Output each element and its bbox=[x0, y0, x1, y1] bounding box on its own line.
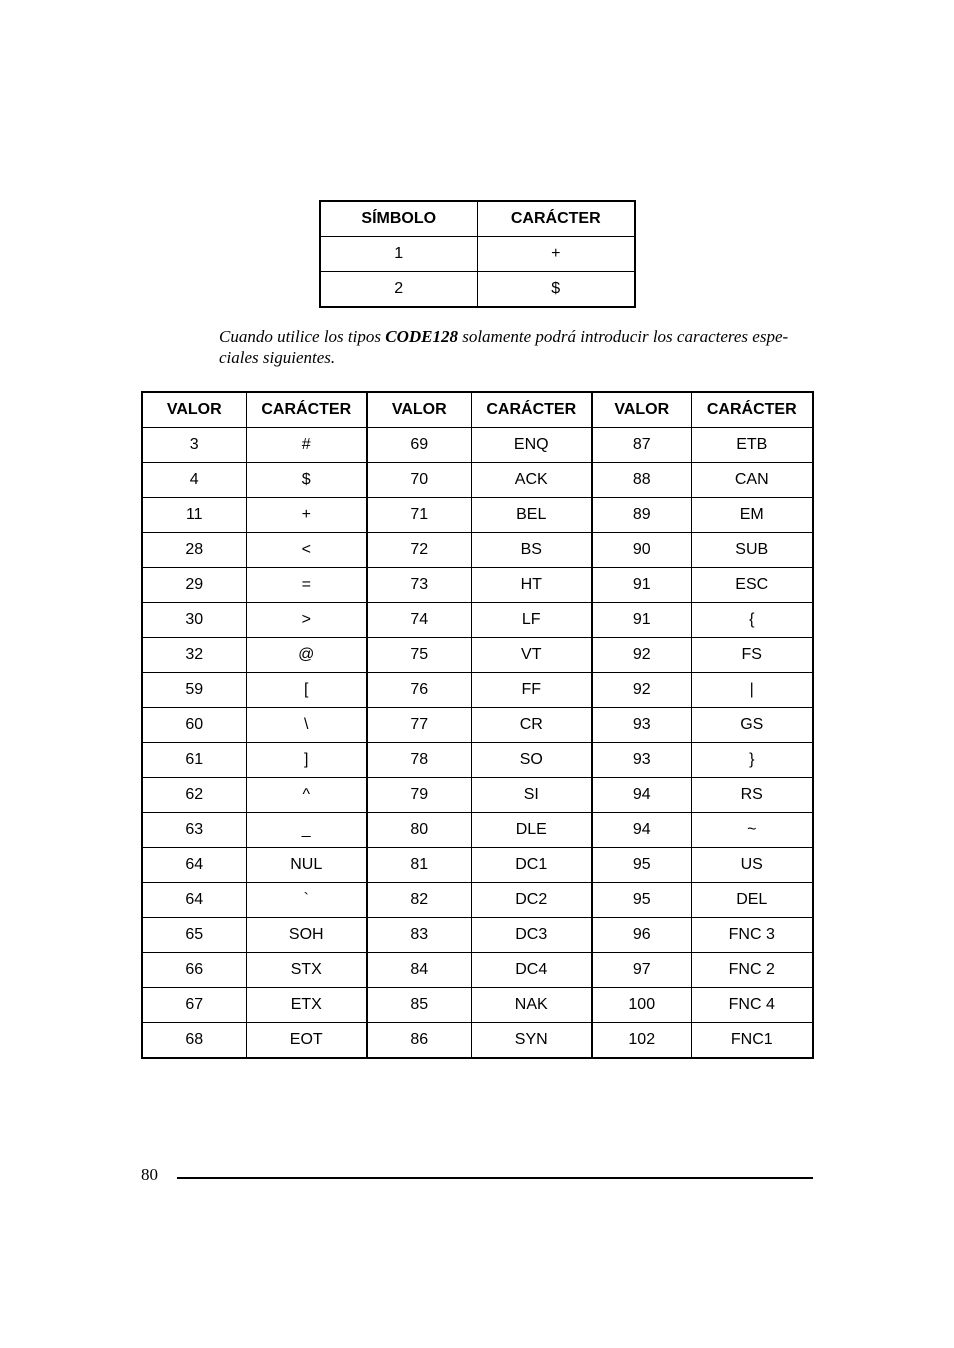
table-row bbox=[142, 638, 813, 673]
table-row bbox=[142, 1023, 813, 1059]
character-cell: ~ bbox=[691, 813, 813, 848]
character-cell: + bbox=[477, 237, 635, 272]
character-cell: SI bbox=[471, 778, 592, 813]
table-row bbox=[142, 568, 813, 603]
character-cell: LF bbox=[471, 603, 592, 638]
character-cell: } bbox=[691, 743, 813, 778]
table-row bbox=[142, 813, 813, 848]
value-cell: 95 bbox=[592, 848, 691, 883]
symbol-header: SÍMBOLO bbox=[320, 201, 477, 237]
character-cell: GS bbox=[691, 708, 813, 743]
value-cell: 96 bbox=[592, 918, 691, 953]
character-cell: | bbox=[691, 673, 813, 708]
character-cell: ETB bbox=[691, 428, 813, 463]
value-cell: 100 bbox=[592, 988, 691, 1023]
character-cell: SUB bbox=[691, 533, 813, 568]
value-cell: 69 bbox=[367, 428, 471, 463]
instruction-note bbox=[219, 326, 813, 368]
character-cell: = bbox=[246, 568, 367, 603]
value-cell: 97 bbox=[592, 953, 691, 988]
character-cell: FS bbox=[691, 638, 813, 673]
character-cell: ` bbox=[246, 883, 367, 918]
character-cell: HT bbox=[471, 568, 592, 603]
symbol-table-row bbox=[320, 237, 635, 272]
character-header: CARÁCTER bbox=[477, 201, 635, 237]
value-cell: 68 bbox=[142, 1023, 246, 1059]
value-cell: 82 bbox=[367, 883, 471, 918]
value-header: VALOR bbox=[592, 392, 691, 428]
table-row bbox=[142, 883, 813, 918]
value-cell: 70 bbox=[367, 463, 471, 498]
page-number: 80 bbox=[141, 1165, 158, 1184]
symbol-cell: 1 bbox=[320, 237, 477, 272]
character-cell: EM bbox=[691, 498, 813, 533]
note-text-start: Cuando utilice los tipos bbox=[219, 327, 386, 346]
character-cell: SOH bbox=[246, 918, 367, 953]
value-cell: 92 bbox=[592, 638, 691, 673]
value-cell: 29 bbox=[142, 568, 246, 603]
value-cell: 84 bbox=[367, 953, 471, 988]
character-cell: SO bbox=[471, 743, 592, 778]
symbol-table-row bbox=[320, 272, 635, 308]
table-row bbox=[142, 533, 813, 568]
character-cell: ^ bbox=[246, 778, 367, 813]
character-cell: [ bbox=[246, 673, 367, 708]
footer-rule bbox=[177, 1177, 813, 1179]
value-cell: 94 bbox=[592, 813, 691, 848]
character-cell: EOT bbox=[246, 1023, 367, 1059]
character-cell: BEL bbox=[471, 498, 592, 533]
table-row bbox=[142, 743, 813, 778]
value-cell: 81 bbox=[367, 848, 471, 883]
table-row bbox=[142, 708, 813, 743]
character-cell: NAK bbox=[471, 988, 592, 1023]
symbol-cell: 2 bbox=[320, 272, 477, 308]
table-row bbox=[142, 918, 813, 953]
value-cell: 86 bbox=[367, 1023, 471, 1059]
value-cell: 89 bbox=[592, 498, 691, 533]
character-cell: BS bbox=[471, 533, 592, 568]
character-cell: RS bbox=[691, 778, 813, 813]
value-cell: 63 bbox=[142, 813, 246, 848]
value-header: VALOR bbox=[367, 392, 471, 428]
value-cell: 64 bbox=[142, 883, 246, 918]
value-cell: 92 bbox=[592, 673, 691, 708]
value-cell: 62 bbox=[142, 778, 246, 813]
value-cell: 88 bbox=[592, 463, 691, 498]
value-cell: 83 bbox=[367, 918, 471, 953]
value-cell: 72 bbox=[367, 533, 471, 568]
character-cell: DC2 bbox=[471, 883, 592, 918]
character-cell: FNC 2 bbox=[691, 953, 813, 988]
character-cell: { bbox=[691, 603, 813, 638]
character-cell: < bbox=[246, 533, 367, 568]
value-cell: 71 bbox=[367, 498, 471, 533]
value-cell: 74 bbox=[367, 603, 471, 638]
character-cell: VT bbox=[471, 638, 592, 673]
character-cell: # bbox=[246, 428, 367, 463]
value-cell: 102 bbox=[592, 1023, 691, 1059]
value-cell: 93 bbox=[592, 708, 691, 743]
table-row bbox=[142, 953, 813, 988]
character-cell: + bbox=[246, 498, 367, 533]
value-cell: 11 bbox=[142, 498, 246, 533]
table-row bbox=[142, 848, 813, 883]
value-cell: 78 bbox=[367, 743, 471, 778]
character-cell: FF bbox=[471, 673, 592, 708]
special-characters-header-row bbox=[142, 392, 813, 428]
character-cell: FNC1 bbox=[691, 1023, 813, 1059]
value-cell: 67 bbox=[142, 988, 246, 1023]
character-cell: > bbox=[246, 603, 367, 638]
value-cell: 94 bbox=[592, 778, 691, 813]
value-cell: 80 bbox=[367, 813, 471, 848]
character-cell: $ bbox=[246, 463, 367, 498]
character-cell: $ bbox=[477, 272, 635, 308]
character-cell: CR bbox=[471, 708, 592, 743]
value-cell: 91 bbox=[592, 568, 691, 603]
table-row bbox=[142, 603, 813, 638]
character-cell: US bbox=[691, 848, 813, 883]
value-cell: 75 bbox=[367, 638, 471, 673]
character-cell: \ bbox=[246, 708, 367, 743]
character-cell: CAN bbox=[691, 463, 813, 498]
character-cell: ENQ bbox=[471, 428, 592, 463]
character-cell: DC1 bbox=[471, 848, 592, 883]
symbol-table-header-row bbox=[320, 201, 635, 237]
value-cell: 90 bbox=[592, 533, 691, 568]
character-cell: ESC bbox=[691, 568, 813, 603]
note-code128-emphasis: CODE128 bbox=[385, 327, 458, 346]
value-cell: 85 bbox=[367, 988, 471, 1023]
table-row bbox=[142, 428, 813, 463]
character-cell: @ bbox=[246, 638, 367, 673]
character-cell: _ bbox=[246, 813, 367, 848]
value-cell: 79 bbox=[367, 778, 471, 813]
character-cell: FNC 3 bbox=[691, 918, 813, 953]
value-cell: 95 bbox=[592, 883, 691, 918]
table-row bbox=[142, 673, 813, 708]
value-cell: 28 bbox=[142, 533, 246, 568]
character-cell: SYN bbox=[471, 1023, 592, 1059]
value-cell: 76 bbox=[367, 673, 471, 708]
value-cell: 4 bbox=[142, 463, 246, 498]
value-cell: 91 bbox=[592, 603, 691, 638]
table-row bbox=[142, 498, 813, 533]
character-header: CARÁCTER bbox=[471, 392, 592, 428]
value-cell: 87 bbox=[592, 428, 691, 463]
note-text-end: solamente podrá introducir los caracteres espe-ciales siguientes. bbox=[219, 327, 789, 367]
value-cell: 3 bbox=[142, 428, 246, 463]
value-cell: 61 bbox=[142, 743, 246, 778]
value-cell: 73 bbox=[367, 568, 471, 603]
character-header: CARÁCTER bbox=[691, 392, 813, 428]
character-cell: DEL bbox=[691, 883, 813, 918]
character-cell: FNC 4 bbox=[691, 988, 813, 1023]
value-cell: 77 bbox=[367, 708, 471, 743]
special-characters-table bbox=[141, 391, 814, 1059]
value-cell: 65 bbox=[142, 918, 246, 953]
value-header: VALOR bbox=[142, 392, 246, 428]
value-cell: 32 bbox=[142, 638, 246, 673]
value-cell: 64 bbox=[142, 848, 246, 883]
table-row bbox=[142, 463, 813, 498]
symbol-table bbox=[319, 200, 636, 308]
table-row bbox=[142, 778, 813, 813]
character-cell: DLE bbox=[471, 813, 592, 848]
value-cell: 30 bbox=[142, 603, 246, 638]
value-cell: 60 bbox=[142, 708, 246, 743]
character-cell: ETX bbox=[246, 988, 367, 1023]
character-cell: NUL bbox=[246, 848, 367, 883]
character-cell: ] bbox=[246, 743, 367, 778]
value-cell: 66 bbox=[142, 953, 246, 988]
value-cell: 93 bbox=[592, 743, 691, 778]
table-row bbox=[142, 988, 813, 1023]
character-cell: STX bbox=[246, 953, 367, 988]
character-cell: DC4 bbox=[471, 953, 592, 988]
character-header: CARÁCTER bbox=[246, 392, 367, 428]
character-cell: ACK bbox=[471, 463, 592, 498]
value-cell: 59 bbox=[142, 673, 246, 708]
character-cell: DC3 bbox=[471, 918, 592, 953]
